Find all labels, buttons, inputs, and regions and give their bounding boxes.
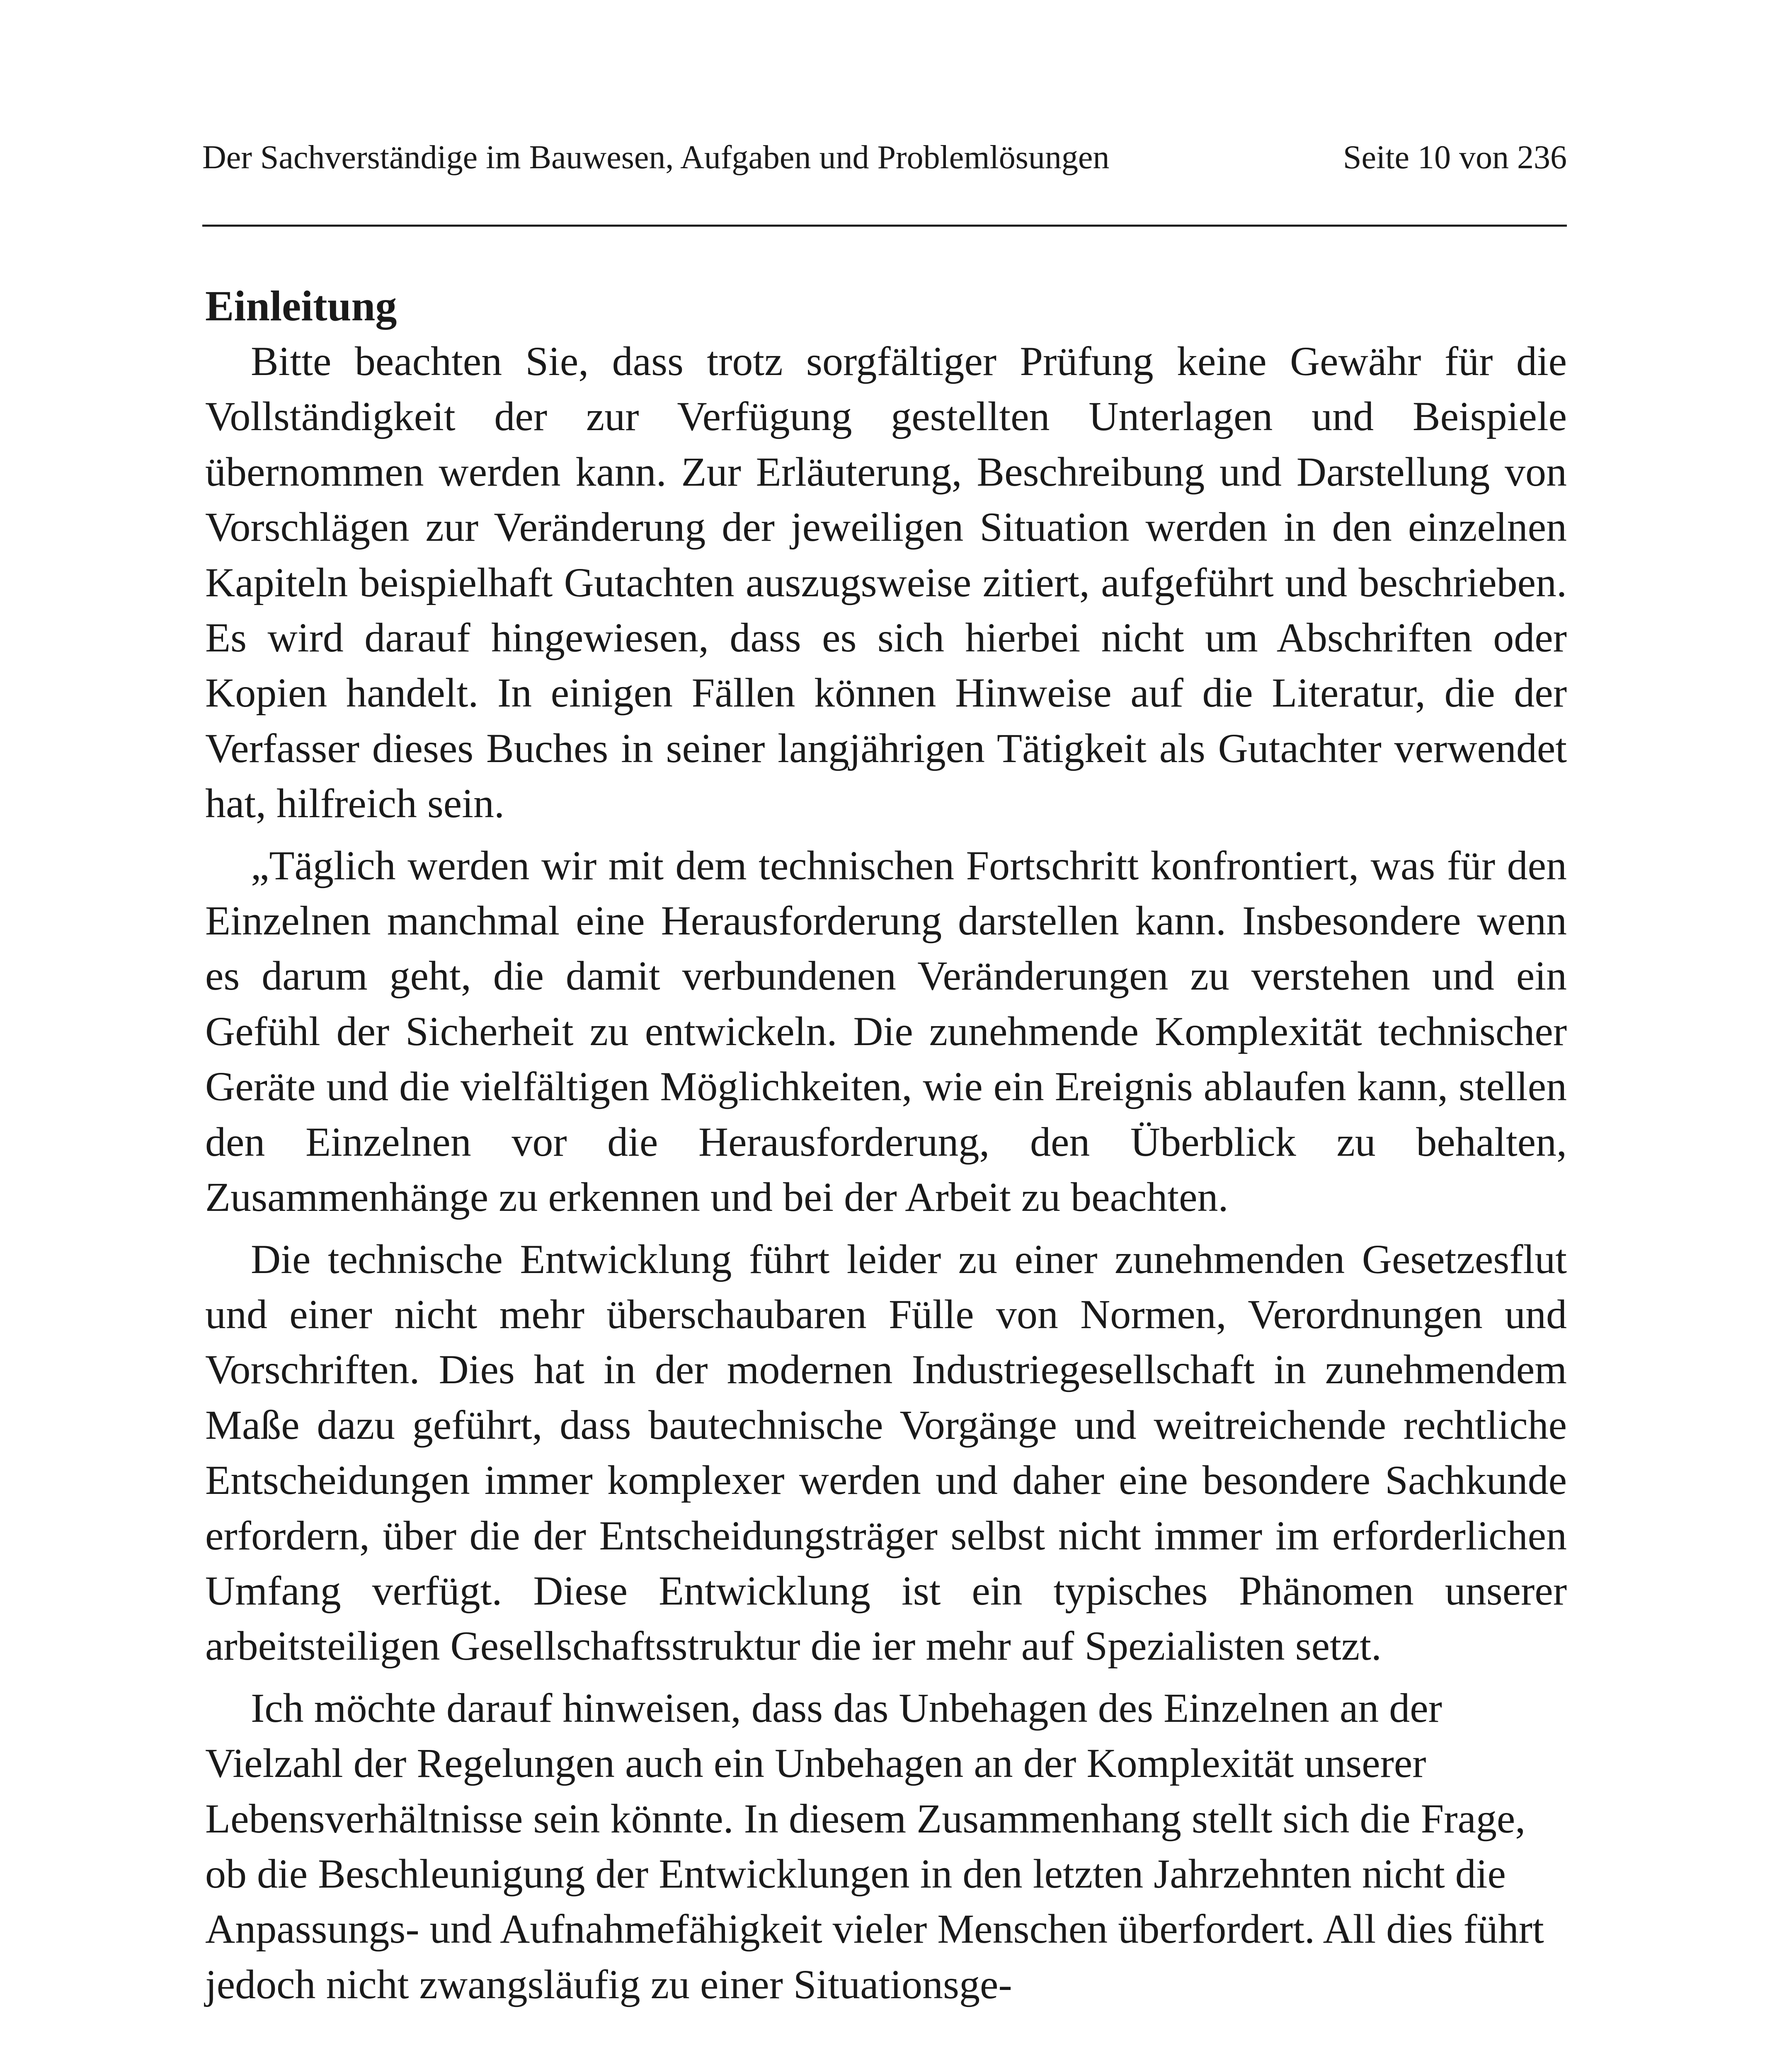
paragraph-4: Ich möchte darauf hinweisen, dass das Unbehagen des Einzelnen an der Vielzahl der Regelungen auch ein Unbehagen an der Komplexität unserer Lebensverhältnisse sein könnte. In diesem Zusammenhang stellt sich die Frage, ob die Beschleunigung der Entwicklungen in den letzten Jahrzehnten nicht die Anpassungs- und Aufnahmefähigkeit vieler Menschen überfordert. All dies führt jedoch nicht zwangsläufig zu einer Situationsge- <box>205 1685 1544 2007</box>
paragraph-3: Die technische Entwicklung führt leider zu einer zunehmenden Gesetzesflut und einer nicht mehr überschaubaren Fülle von Normen, Verordnungen und Vorschriften. Dies hat in der modernen Industriegesellschaft in zunehmendem Maße dazu geführt, dass bautechnische Vorgänge und weitreichende rechtliche Entscheidungen immer komplexer werden und daher eine besondere Sachkunde erfordern, über die der Entscheidungsträger selbst nicht immer im erforderlichen Umfang verfügt. Diese Entwicklung ist ein typisches Phänomen unserer arbeitsteiligen Gesellschaftsstruktur die ier mehr auf Spezialisten setzt. <box>205 1236 1567 1669</box>
running-header <box>202 141 1567 174</box>
paragraph-1: Bitte beachten Sie, dass trotz sorgfältiger Prüfung keine Gewähr für die Vollständigkeit der zur Verfügung gestellten Unterlagen und Beispiele übernommen werden kann. Zur Erläuterung, Beschreibung und Darstellung von Vorschlägen zur Veränderung der jeweiligen Situation werden in den einzelnen Kapiteln beispielhaft Gutachten auszugsweise zitiert, aufgeführt und beschrieben. Es wird darauf hingewiesen, dass es sich hierbei nicht um Abschriften oder Kopien handelt. In einigen Fällen können Hinweise auf die Literatur, die der Verfasser dieses Buches in seiner langjährigen Tätigkeit als Gutachter verwendet hat, hilfreich sein. <box>205 338 1567 827</box>
page-content <box>205 278 1567 2012</box>
paragraph-2: „Täglich werden wir mit dem technischen Fortschritt konfrontiert, was für den Einzelnen manchmal eine Herausforderung darstellen kann. Insbesondere wenn es darum geht, die damit verbundenen Veränderungen zu verstehen und ein Gefühl der Sicherheit zu entwickeln. Die zunehmende Komplexität technischer Geräte und die vielfältigen Möglichkeiten, wie ein Ereignis ablaufen kann, stellen den Einzelnen vor die Herausforderung, den Überblick zu behalten, Zusammenhänge zu erkennen und bei der Arbeit zu beachten. <box>205 842 1567 1220</box>
header-divider <box>202 225 1567 227</box>
section-heading: Einleitung <box>205 282 397 330</box>
header-page-number: Seite 10 von 236 <box>1343 139 1567 176</box>
header-book-title: Der Sachverständige im Bauwesen, Aufgaben und Problemlösungen <box>202 139 1110 176</box>
